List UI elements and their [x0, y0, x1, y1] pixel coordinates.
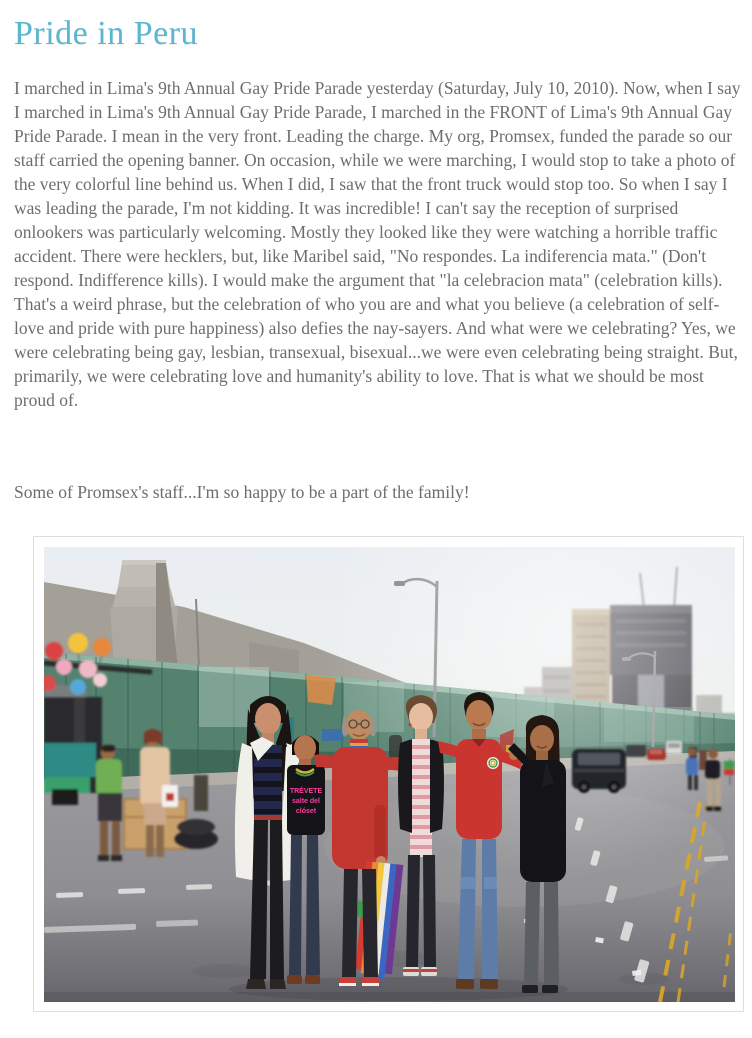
photo-caption: Some of Promsex's staff...I'm so happy to be a part of the family!: [14, 482, 470, 502]
shirt-text-line1: TRÉVETE: [289, 788, 323, 795]
blog-post: [0, 14, 752, 1017]
photo-frame[interactable]: [33, 536, 744, 1012]
shirt-text-line2: salte del: [291, 798, 321, 805]
post-title: Pride in Peru: [14, 15, 199, 52]
post-body-paragraph: I marched in Lima's 9th Annual Gay Pride Parade yesterday (Saturday, July 10, 2010). Now, when I say I marched in Lima's 9th Annual Gay Pride Parade, I marched in the FRONT of Lima's 9th Annual Gay Pride Parade. I mean in the very front. Leading the charge. My org, Promsex, funded the parade so our staff carried the opening banner. On occasion, while we were marching, I would stop to take a photo of the very colorful line behind us. When I did, I saw that the front truck would stop too. So when I say I was leading the parade, I'm not kidding. It was incredible! I can't say the reception of surprised onlookers was particularly welcoming. Mostly they looked like they were watching a horrible traffic accident. There were hecklers, but, like Maribel said, "No respondes. La indiferencia mata." (Don't respond. Indifference kills). I would make the argument that "la celebracion mata" (celebration kills). That's a weird phrase, but the celebration of who you are and what you believe (a celebration of self-love and pride with pure happiness) also defies the nay-sayers. And what were we celebrating? Yes, we were celebrating being gay, lesbian, transexual, bisexual...we were even celebrating being straight. But, primarily, we were celebrating love and humanity's ability to love. That is what we should be most proud of.: [14, 78, 741, 410]
shirt-text-line3: clóset: [295, 808, 317, 815]
parade-photo: [44, 547, 735, 1002]
